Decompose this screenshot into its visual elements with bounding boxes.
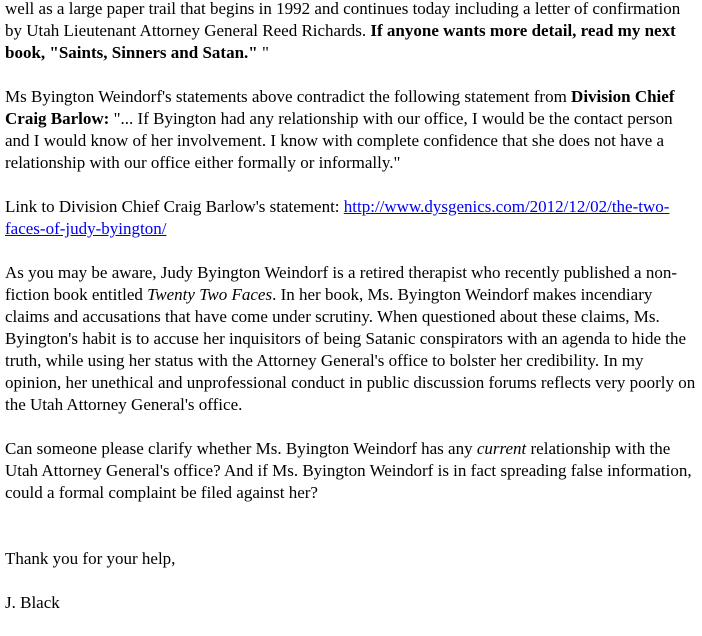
signature: J. Black	[5, 593, 60, 612]
paper-trail-text: well as a large paper trail that begins in 1992 and continues today including a letter of confirmation by Utah Lieutenant Attorney General Reed Richards.	[5, 0, 681, 40]
request-tail: relationship with the Utah Attorney General's office? And if Ms. Byington Weindorf is in fact spreading false information, could a formal complaint be filed against her?	[5, 439, 692, 502]
paragraph-contradiction	[5, 86, 699, 174]
closing-line: Thank you for your help,	[5, 549, 176, 568]
craig-barlow-name: Division Chief Craig Barlow:	[5, 87, 675, 128]
paragraph-background	[5, 262, 699, 416]
barlow-statement-link[interactable]: http://www.dysgenics.com/2012/12/02/the-two-faces-of-judy-byington/	[5, 197, 670, 238]
email-body	[5, 0, 699, 636]
current-emphasis: current	[476, 439, 527, 458]
book-mention-bold: If anyone wants more detail, read my next book, "Saints, Sinners and Satan."	[5, 21, 676, 62]
book-title: Twenty Two Faces	[147, 285, 273, 304]
paragraph-paper-trail	[5, 0, 699, 64]
link-lead: Link to Division Chief Craig Barlow's statement:	[5, 197, 344, 216]
paragraph-request	[5, 438, 699, 504]
contradiction-lead: Ms Byington Weindorf's statements above contradict the following statement from	[5, 87, 572, 106]
background-lead: As you may be aware, Judy Byington Weindorf is a retired therapist who recently published a non-fiction book entitled	[5, 263, 678, 304]
request-lead: Can someone please clarify whether Ms. Byington Weindorf has any	[5, 439, 477, 458]
closing-quote: "	[257, 43, 269, 62]
paragraph-link	[5, 196, 699, 240]
background-tail: . In her book, Ms. Byington Weindorf makes incendiary claims and accusations that have come under scrutiny. When questioned about these claims, Ms. Byington's habit is to accuse her inquisitors of being Satanic conspirators with an agenda to hide the truth, while using her status with the Attorney General's office to bolster her credibility. In my opinion, her unethical and unprofessional conduct in public discussion forums reflects very poorly on the Utah Attorney General's office.	[5, 285, 696, 414]
barlow-quote: "... If Byington had any relationship with our office, I would be the contact person and I would know of her involvement. I know with complete confidence that she does not have a relationship with our office either formally or informally."	[5, 109, 673, 172]
